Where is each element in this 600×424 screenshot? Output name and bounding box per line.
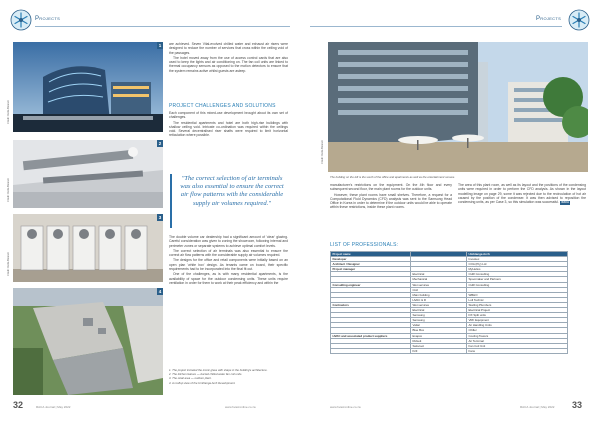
row-discipline: Swiscool [411, 343, 467, 348]
page-number: 32 [13, 400, 24, 410]
footer-text: RACA Journal | May 2022 [520, 405, 555, 409]
row-discipline: Wet services [411, 282, 467, 287]
row-discipline: Wet services [411, 302, 467, 307]
header-rule [310, 26, 562, 27]
row-discipline: Samsung [411, 318, 467, 323]
paragraph: The residential apartments and hotel are both high-rise buildings with shallow ceiling void. Intricate co-ordination was required within the ceilings void. Several decentralised riser shafts were required to limit horizontal reticulation where possible. [169, 120, 288, 138]
row-discipline: Electrical [411, 308, 467, 313]
intro-text [169, 42, 288, 74]
snowflake-gear-icon [568, 9, 590, 31]
professionals-table [330, 251, 568, 354]
photo-aerial-rooftop [13, 288, 163, 395]
row-company: CHR Consulting [467, 282, 568, 287]
paragraph: The correct selection of air terminals was also essential to ensure the correct air flow patterns with the considerable supply air volumes required. [169, 248, 288, 258]
photo-building-night [13, 42, 163, 132]
row-discipline: Mechanical [411, 277, 467, 282]
row-category: HVAC and associated product suppliers [331, 333, 411, 338]
professionals-heading: LIST OF PROFESSIONALS: [330, 242, 399, 248]
photo-credit: Credit: Delia Bennett [7, 100, 10, 124]
photo-number: 1 [158, 43, 162, 48]
paragraph: One of the challenges, as is with many residential apartments, is the availability of space for the outdoor condensing units. These units require ventilation in order for them to work at their peak efficiency and within the [169, 272, 288, 285]
photo-caption: The building on the left is the south of the office and apartments as well as the entertainment venues. [330, 175, 456, 179]
section-label: Projects [536, 16, 562, 22]
photo-outdoor-units [13, 214, 163, 282]
end-badge: RACA [561, 201, 569, 205]
paragraph: However, these plant rooms have small shelves. Therefore, a request for a Computational Fluid Dynamics (CFD) analysis was sent to the Samsung Head Office in Korea in order to determine if the outdoor units would be able to operate within these restrictions, inside these plant rooms. [330, 192, 452, 210]
photo-number: 4 [158, 289, 162, 294]
quote-bar [170, 174, 172, 228]
snowflake-gear-icon [10, 9, 32, 31]
row-category: Project name [331, 252, 411, 257]
cfd-text-col1 [330, 183, 452, 211]
row-company: Spoornaker and Partners [467, 277, 568, 282]
row-company: Starling Plumbers [467, 302, 568, 307]
row-company: WBHO [467, 292, 568, 297]
footer-url: www.hvacronline.co.za [330, 405, 361, 409]
paragraph: The designs for the office and retail components were initially based on an open plan 'white box' design. As tenants came on board, their specific requirements had to be incorporated into the final fit out. [169, 258, 288, 272]
row-company: Fans [467, 348, 568, 353]
photo-credit: Credit: Delia Bennett [321, 140, 324, 164]
row-category: Project manager [331, 267, 411, 272]
row-category: Contractors [331, 302, 411, 307]
paragraph: The double volume car dealership had a significant amount of 'clear' glazing. Careful consideration was given to zoning the showroom, following internal and perimeter zones or separate systems to achieve optimal comfort levels. [169, 235, 288, 248]
caption: 2. The kitchen feature — ducted chilled water fan coil units. [169, 372, 243, 377]
row-discipline: Krill [411, 348, 467, 353]
photo-number: 2 [158, 141, 162, 146]
dealership-text [169, 235, 288, 286]
row-discipline: Evapco [411, 333, 467, 338]
paragraph: manufacturer's restrictions on the equipment. On the 4th floor and every subsequent second floor, the main plant rooms for the outdoor units. [330, 183, 452, 192]
row-company: Cooling Towers [467, 333, 568, 338]
row-company: Air Terminal [467, 338, 568, 343]
row-company: Electrical Project [467, 308, 568, 313]
paragraph: are achieved. Seven Vital-evolved chilled water and exhaust air risers were designed to reduce the number of services that cross within the ceiling void of the passages. [169, 42, 288, 55]
photo-number: 3 [158, 215, 162, 220]
caption: 3. The retail area — outdoor plant. [169, 376, 212, 381]
row-category: Consulting engineer [331, 282, 411, 287]
challenges-text [169, 111, 288, 139]
section-label: Projects [35, 16, 61, 22]
row-discipline: Samsung [411, 313, 467, 318]
caption-list [169, 368, 288, 385]
row-company: DX Split units [467, 313, 568, 318]
photo-ceiling-ducts [13, 140, 163, 208]
photo-credit: Credit: Delia Bennett [7, 178, 10, 202]
row-discipline: Rickett [411, 338, 467, 343]
caption: 4. A rooftop view of the Umhlanga Arch Development. [169, 380, 236, 385]
header-rule [35, 26, 290, 27]
row-discipline: Vattar [411, 323, 467, 328]
row-company: Lufi Technic [467, 297, 568, 302]
row-company: Air Handling Units [467, 323, 568, 328]
paragraph: The hotel moved away from the use of access control cards that are also used to keep the lights and air conditioning on. The fan coil units are linked to thermal occupancy sensors as opposed to the motion detectors to ensure that the system remains active whilst guests are asleep. [169, 55, 288, 73]
row-discipline: Electrical [411, 272, 467, 277]
page-number: 33 [572, 400, 583, 410]
challenges-heading: PROJECT CHALLENGES AND SOLUTIONS [169, 103, 276, 109]
row-discipline: HVAC & R [411, 297, 467, 302]
caption: 1. The project included the iconic glass with shape in the building's architecture. [169, 368, 268, 372]
footer-url: www.hvacronline.co.za [225, 405, 256, 409]
photo-credit: Credit: Delia Bennett [7, 252, 10, 276]
row-discipline: Civil [411, 287, 467, 292]
row-company: MyHelios [467, 267, 568, 272]
row-company: Chiller [467, 328, 568, 333]
row-discipline: Main building [411, 292, 467, 297]
row-company: CHR Consulting [467, 272, 568, 277]
table-row [331, 348, 568, 353]
cfd-text-col2 [458, 183, 586, 206]
paragraph: The area of this plant room, as well as its layout and the positions of the condensing units were required in order to perform the CFD analysis. As shown in the layout modelling image on page 29, some it was rejected due to the recirculation of hot air caused by the position of the condenser. It was then advised to reposition the condensing units, as per Case 3, so this simulation was successful. [458, 183, 586, 205]
row-discipline: Blue Box [411, 328, 467, 333]
paragraph: Each component of this mixed-use development brought about its own set of challenges. [169, 111, 288, 120]
row-company: COA (Pty) Ltd [467, 262, 568, 267]
right-page [300, 0, 600, 424]
row-category: Developer [331, 257, 411, 262]
row-company: Umhlanga Arch [467, 252, 568, 257]
footer-text: RACA Journal | May 2022 [36, 405, 71, 409]
row-company: VRF Equipment [467, 318, 568, 323]
row-category [331, 348, 411, 353]
row-category: Architect / Designer [331, 262, 411, 267]
photo-development-street [328, 42, 588, 172]
pull-quote: "The correct selection of air terminals was also essential to ensure the correct air flow patterns with the considerable supply air volumes required." [180, 175, 284, 207]
row-company: Investec [467, 257, 568, 262]
row-company: Fan Coil Unit [467, 343, 568, 348]
